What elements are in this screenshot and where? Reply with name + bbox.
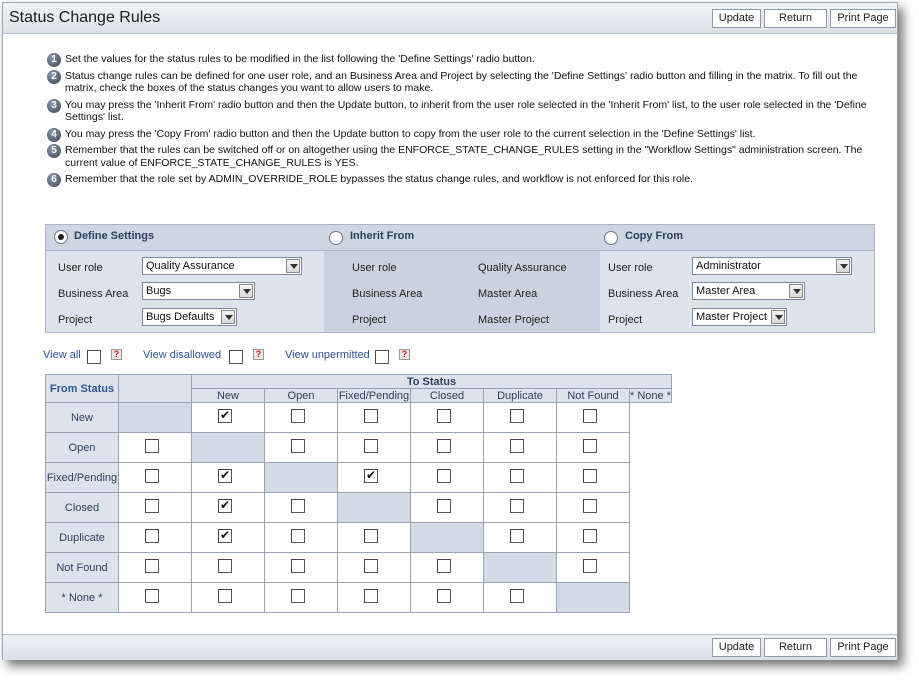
transition-checkbox[interactable] (510, 469, 524, 483)
help-icon[interactable]: ? (399, 349, 410, 360)
inherit-from-title: Inherit From (350, 230, 415, 242)
matrix-diagonal-cell (338, 493, 411, 523)
define-user-role-label: User role (58, 262, 103, 274)
view-disallowed-checkbox[interactable] (229, 350, 243, 364)
matrix-row (46, 493, 672, 523)
chevron-down-icon (221, 310, 235, 324)
inherit-from-radio[interactable] (329, 231, 343, 245)
step-number-icon: 2 (47, 70, 61, 84)
transition-checkbox[interactable] (218, 409, 232, 423)
matrix-cell (192, 553, 265, 583)
row-header: Open (46, 433, 119, 463)
transition-checkbox[interactable] (583, 559, 597, 573)
view-all-checkbox[interactable] (87, 350, 101, 364)
transition-checkbox[interactable] (364, 409, 378, 423)
column-header: New (192, 389, 265, 403)
matrix-row (46, 523, 672, 553)
matrix-cell (119, 493, 192, 523)
matrix-diagonal-cell (557, 583, 630, 613)
inherit-business-area-label: Business Area (352, 288, 423, 300)
step-number-icon: 5 (47, 144, 61, 158)
matrix-cell (484, 523, 557, 553)
transition-checkbox[interactable] (218, 589, 232, 603)
matrix-diagonal-cell (192, 433, 265, 463)
matrix-cell (119, 553, 192, 583)
transition-checkbox[interactable] (364, 439, 378, 453)
instruction-item (47, 53, 867, 66)
matrix-diagonal-cell (119, 403, 192, 433)
copy-from-title: Copy From (625, 230, 684, 242)
transition-checkbox[interactable] (145, 589, 159, 603)
chevron-down-icon (286, 259, 300, 273)
copy-user-role-select[interactable] (692, 257, 852, 275)
matrix-diagonal-cell (265, 463, 338, 493)
instruction-item (47, 144, 867, 169)
column-header: Fixed/Pending (338, 389, 410, 402)
row-header: Duplicate (46, 523, 119, 553)
matrix-cell (484, 463, 557, 493)
transition-checkbox[interactable] (218, 529, 232, 543)
from-status-label: From Status (46, 375, 119, 403)
view-disallowed-label: View disallowed (143, 349, 222, 361)
matrix-cell (192, 493, 265, 523)
transition-checkbox[interactable] (583, 439, 597, 453)
transition-checkbox[interactable] (364, 469, 378, 483)
column-header: * None * (630, 389, 671, 402)
transition-checkbox[interactable] (583, 499, 597, 513)
title-bar (3, 3, 897, 34)
matrix-cell (192, 583, 265, 613)
matrix-cell (265, 553, 338, 583)
transition-checkbox[interactable] (291, 409, 305, 423)
matrix-cell (411, 493, 484, 523)
select-value: Bugs (146, 285, 172, 297)
matrix-cell (119, 433, 192, 463)
matrix-cell (484, 493, 557, 523)
instruction-text: You may press the 'Copy From' radio button and then the Update button to copy from the user role to the current selection in the 'Define Settings' list. (65, 127, 756, 140)
help-icon[interactable]: ? (111, 349, 122, 360)
transition-checkbox[interactable] (437, 469, 451, 483)
matrix-cell (192, 463, 265, 493)
chevron-down-icon (836, 259, 850, 273)
column-header: Closed (411, 389, 484, 403)
transition-checkbox[interactable] (437, 499, 451, 513)
status-change-matrix (45, 374, 672, 613)
chevron-down-icon (771, 310, 785, 324)
select-value: Administrator (696, 260, 761, 272)
matrix-cell (557, 523, 630, 553)
inherit-project-label: Project (352, 314, 387, 326)
transition-checkbox[interactable] (145, 469, 159, 483)
matrix-cell (338, 523, 411, 553)
define-business-area-select[interactable] (142, 282, 255, 300)
transition-checkbox[interactable] (583, 409, 597, 423)
matrix-cell (411, 403, 484, 433)
settings-header (46, 225, 874, 251)
step-number-icon: 6 (47, 173, 61, 187)
matrix-diagonal-cell (484, 553, 557, 583)
update-button-bottom[interactable]: Update (712, 638, 761, 657)
matrix-cell (338, 403, 411, 433)
transition-checkbox[interactable] (145, 439, 159, 453)
define-user-role-select[interactable] (142, 257, 302, 275)
transition-checkbox[interactable] (510, 499, 524, 513)
transition-checkbox[interactable] (291, 529, 305, 543)
matrix-diagonal-cell (411, 523, 484, 553)
select-value: Master Area (696, 285, 756, 297)
instruction-item (47, 173, 867, 186)
chevron-down-icon (789, 284, 803, 298)
select-value: Quality Assurance (146, 260, 235, 272)
matrix-cell (119, 583, 192, 613)
instruction-text: You may press the 'Inherit From' radio button and then the Update button, to inherit from the user role selected in the 'Inherit From' list, to the user role selected in the 'Define Settings' list. (65, 98, 867, 123)
page-title: Status Change Rules (9, 9, 161, 26)
row-header: Closed (46, 493, 119, 523)
transition-checkbox[interactable] (291, 439, 305, 453)
transition-checkbox[interactable] (291, 589, 305, 603)
transition-checkbox[interactable] (364, 529, 378, 543)
transition-checkbox[interactable] (145, 499, 159, 513)
transition-checkbox[interactable] (510, 529, 524, 543)
to-status-label: To Status (192, 375, 672, 389)
row-header: New (46, 403, 119, 433)
instruction-text: Status change rules can be defined for one user role, and an Business Area and Project by selecting the 'Define Settings' radio button and filling in the matrix. To fill out the matrix, check the boxes of the status changes you want to allow users to make. (65, 69, 858, 94)
transition-checkbox[interactable] (583, 469, 597, 483)
instruction-item (47, 99, 867, 124)
instruction-item (47, 128, 867, 141)
instructions-list (47, 53, 867, 190)
define-project-select[interactable] (142, 308, 237, 326)
matrix-cell (265, 493, 338, 523)
select-value: Master Project (696, 311, 767, 323)
copy-project-select[interactable] (692, 308, 787, 326)
copy-business-area-label: Business Area (608, 288, 679, 300)
column-header: Open (265, 389, 338, 403)
transition-checkbox[interactable] (218, 469, 232, 483)
matrix-cell (265, 523, 338, 553)
matrix-row (46, 433, 672, 463)
settings-panel (45, 224, 875, 333)
matrix-row (46, 583, 672, 613)
radio-selected-dot (58, 234, 64, 240)
matrix-row (46, 403, 672, 433)
matrix-cell (557, 433, 630, 463)
transition-checkbox[interactable] (145, 529, 159, 543)
inherit-user-role-label: User role (352, 262, 397, 274)
matrix-cell (484, 433, 557, 463)
transition-checkbox[interactable] (510, 409, 524, 423)
inherit-project-value: Master Project (478, 314, 549, 326)
matrix-cell (557, 403, 630, 433)
column-header: Duplicate (484, 389, 557, 403)
matrix-cell (192, 523, 265, 553)
row-header: Not Found (46, 553, 119, 583)
view-all-label: View all (43, 349, 81, 361)
matrix-row (46, 553, 672, 583)
matrix-cell (411, 433, 484, 463)
define-settings-radio[interactable] (54, 230, 68, 244)
matrix-cell (265, 403, 338, 433)
matrix-cell (557, 493, 630, 523)
transition-checkbox[interactable] (291, 559, 305, 573)
view-unpermitted-label: View unpermitted (285, 349, 370, 361)
define-project-label: Project (58, 314, 93, 326)
instruction-text: Remember that the role set by ADMIN_OVERRIDE_ROLE bypasses the status change rules, and workflow is not enforced for this role. (65, 173, 693, 185)
transition-checkbox[interactable] (510, 439, 524, 453)
transition-checkbox[interactable] (583, 529, 597, 543)
transition-checkbox[interactable] (291, 499, 305, 513)
instruction-text: Set the values for the status rules to be modified in the list following the 'Define Settings' radio button. (65, 53, 535, 65)
return-button-bottom[interactable]: Return (764, 638, 827, 657)
return-button-top[interactable]: Return (764, 9, 827, 28)
instruction-text: Remember that the rules can be switched off or on altogether using the ENFORCE_STATE_CHANGE_RULES setting in the "Workflow Settings" administration screen. The current value of ENFORCE_STATE_CHANGE_RULES is YES. (65, 144, 863, 169)
matrix-cell (338, 433, 411, 463)
inherit-user-role-value: Quality Assurance (478, 262, 567, 274)
matrix-cell (411, 463, 484, 493)
column-header: Not Found (557, 389, 630, 403)
transition-checkbox[interactable] (437, 589, 451, 603)
step-number-icon: 1 (47, 53, 61, 67)
transition-checkbox[interactable] (218, 559, 232, 573)
matrix-cell (119, 523, 192, 553)
transition-checkbox[interactable] (510, 589, 524, 603)
matrix-cell (338, 553, 411, 583)
inherit-business-area-value: Master Area (478, 288, 538, 300)
matrix-cell (484, 583, 557, 613)
select-value: Bugs Defaults (146, 311, 215, 323)
help-icon[interactable]: ? (253, 349, 264, 360)
transition-checkbox[interactable] (437, 559, 451, 573)
matrix-row (46, 463, 672, 493)
status-change-rules-window (2, 2, 898, 660)
matrix-cell (338, 583, 411, 613)
matrix-cell (484, 403, 557, 433)
copy-from-radio[interactable] (604, 231, 618, 245)
transition-checkbox[interactable] (364, 559, 378, 573)
footer-bar (3, 634, 897, 660)
matrix-cell (119, 463, 192, 493)
transition-checkbox[interactable] (437, 409, 451, 423)
define-business-area-label: Business Area (58, 288, 129, 300)
matrix-cell (265, 583, 338, 613)
copy-business-area-select[interactable] (692, 282, 805, 300)
step-number-icon: 3 (47, 99, 61, 113)
matrix-cell (557, 553, 630, 583)
matrix-cell (338, 463, 411, 493)
transition-checkbox[interactable] (145, 559, 159, 573)
print-page-button-top[interactable]: Print Page (830, 9, 896, 28)
chevron-down-icon (239, 284, 253, 298)
copy-user-role-label: User role (608, 262, 653, 274)
copy-project-label: Project (608, 314, 643, 326)
matrix-cell (411, 583, 484, 613)
step-number-icon: 4 (47, 128, 61, 142)
transition-checkbox[interactable] (437, 439, 451, 453)
instruction-item (47, 70, 867, 95)
matrix-cell (192, 403, 265, 433)
transition-checkbox[interactable] (218, 499, 232, 513)
view-unpermitted-checkbox[interactable] (375, 350, 389, 364)
matrix-cell (265, 433, 338, 463)
matrix-cell (411, 553, 484, 583)
print-page-button-bottom[interactable]: Print Page (830, 638, 896, 657)
row-header: * None * (46, 583, 119, 613)
matrix-cell (557, 463, 630, 493)
row-header: Fixed/Pending (46, 463, 119, 493)
update-button-top[interactable]: Update (712, 9, 761, 28)
transition-checkbox[interactable] (364, 589, 378, 603)
define-settings-title: Define Settings (74, 230, 155, 242)
matrix-corner (119, 375, 192, 403)
